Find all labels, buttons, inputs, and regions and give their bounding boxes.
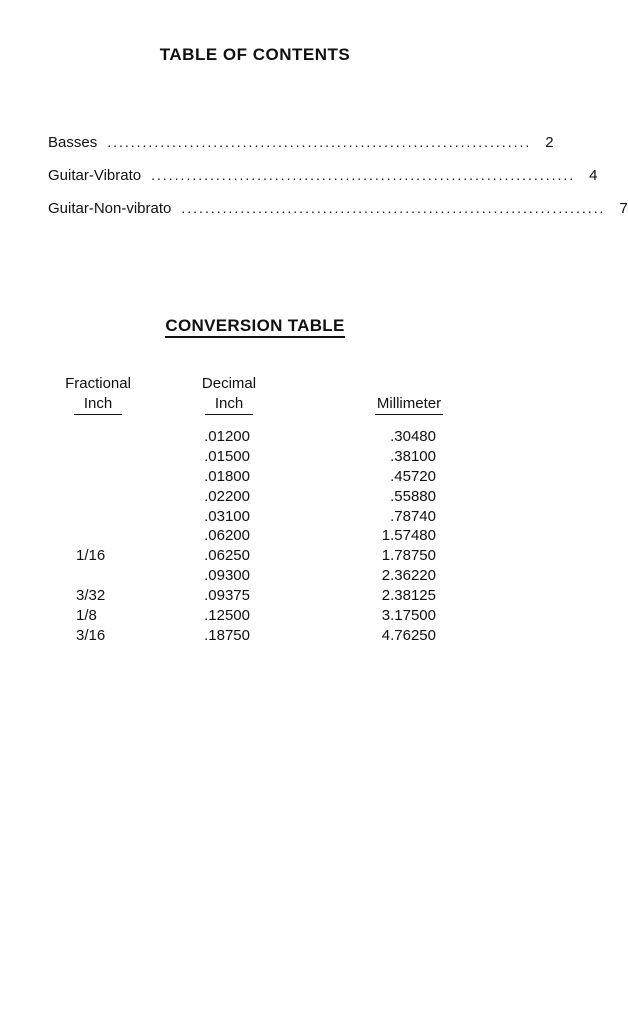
table-row (0, 566, 510, 586)
header-decimal-inch (188, 374, 270, 415)
cell-millimeter: .78740 (390, 507, 436, 525)
cell-decimal: .06200 (204, 527, 250, 545)
cell-decimal: .01200 (204, 428, 250, 445)
toc-entry-label: Basses (48, 134, 98, 151)
cell-decimal: .01500 (204, 447, 250, 465)
cell-millimeter: .30480 (390, 428, 436, 445)
cell-millimeter: 4.76250 (381, 626, 436, 644)
table-row (0, 427, 510, 447)
cell-fraction: 3/32 (76, 587, 106, 605)
header-decimal-line1: Decimal (201, 375, 257, 392)
cell-decimal: .03100 (204, 507, 250, 525)
table-row (0, 526, 510, 546)
table-row (0, 487, 510, 507)
header-millimeter-text: Millimeter (375, 394, 443, 415)
toc-entry-page: 2 (545, 134, 554, 151)
table-row (0, 467, 510, 487)
table-row (0, 546, 510, 566)
table-row (0, 586, 510, 606)
cell-decimal: .18750 (204, 626, 250, 644)
cell-fraction: 1/8 (76, 607, 97, 625)
header-decimal-line2: Inch (205, 394, 253, 415)
toc-entry (48, 134, 554, 167)
toc-entry-page: 4 (589, 167, 598, 184)
cell-fraction: 3/16 (76, 626, 106, 644)
toc-leader-dots: ........................................................................ (181, 200, 606, 216)
toc-entry (48, 167, 598, 200)
table-row (0, 507, 510, 527)
cell-decimal: .02200 (204, 487, 250, 505)
header-fractional-line2: Inch (74, 394, 122, 415)
header-fractional-line1: Fractional (65, 375, 131, 392)
cell-millimeter: .45720 (390, 467, 436, 485)
toc-leader-dots: ........................................................................ (151, 167, 576, 183)
cell-millimeter: 1.78750 (381, 547, 436, 565)
cell-millimeter: .55880 (390, 487, 436, 505)
cell-millimeter: 1.57480 (381, 527, 436, 545)
conversion-table-title (0, 316, 510, 336)
cell-millimeter: 3.17500 (381, 607, 436, 625)
header-fractional-inch (58, 374, 138, 415)
cell-millimeter: .38100 (390, 447, 436, 465)
cell-decimal: .06250 (204, 547, 250, 565)
toc-entry-label: Guitar-Non-vibrato (48, 200, 172, 217)
cell-fraction: 1/16 (76, 547, 106, 565)
cell-millimeter: 2.38125 (381, 587, 436, 605)
conversion-table-body (0, 427, 510, 646)
toc-list (48, 134, 628, 233)
header-millimeter (366, 394, 452, 415)
conversion-table-title-text: CONVERSION TABLE (165, 316, 344, 338)
table-row (0, 447, 510, 467)
toc-leader-dots: ........................................................................ (107, 134, 532, 150)
table-row (0, 626, 510, 646)
cell-millimeter: 2.36220 (381, 567, 436, 585)
cell-decimal: .01800 (204, 467, 250, 485)
cell-decimal: .09375 (204, 587, 250, 605)
toc-entry-label: Guitar-Vibrato (48, 167, 142, 184)
toc-entry (48, 200, 628, 233)
cell-decimal: .09300 (204, 567, 250, 585)
cell-decimal: .12500 (204, 607, 250, 625)
table-row (0, 606, 510, 626)
toc-entry-page: 7 (619, 200, 628, 217)
toc-title: TABLE OF CONTENTS (159, 45, 351, 64)
